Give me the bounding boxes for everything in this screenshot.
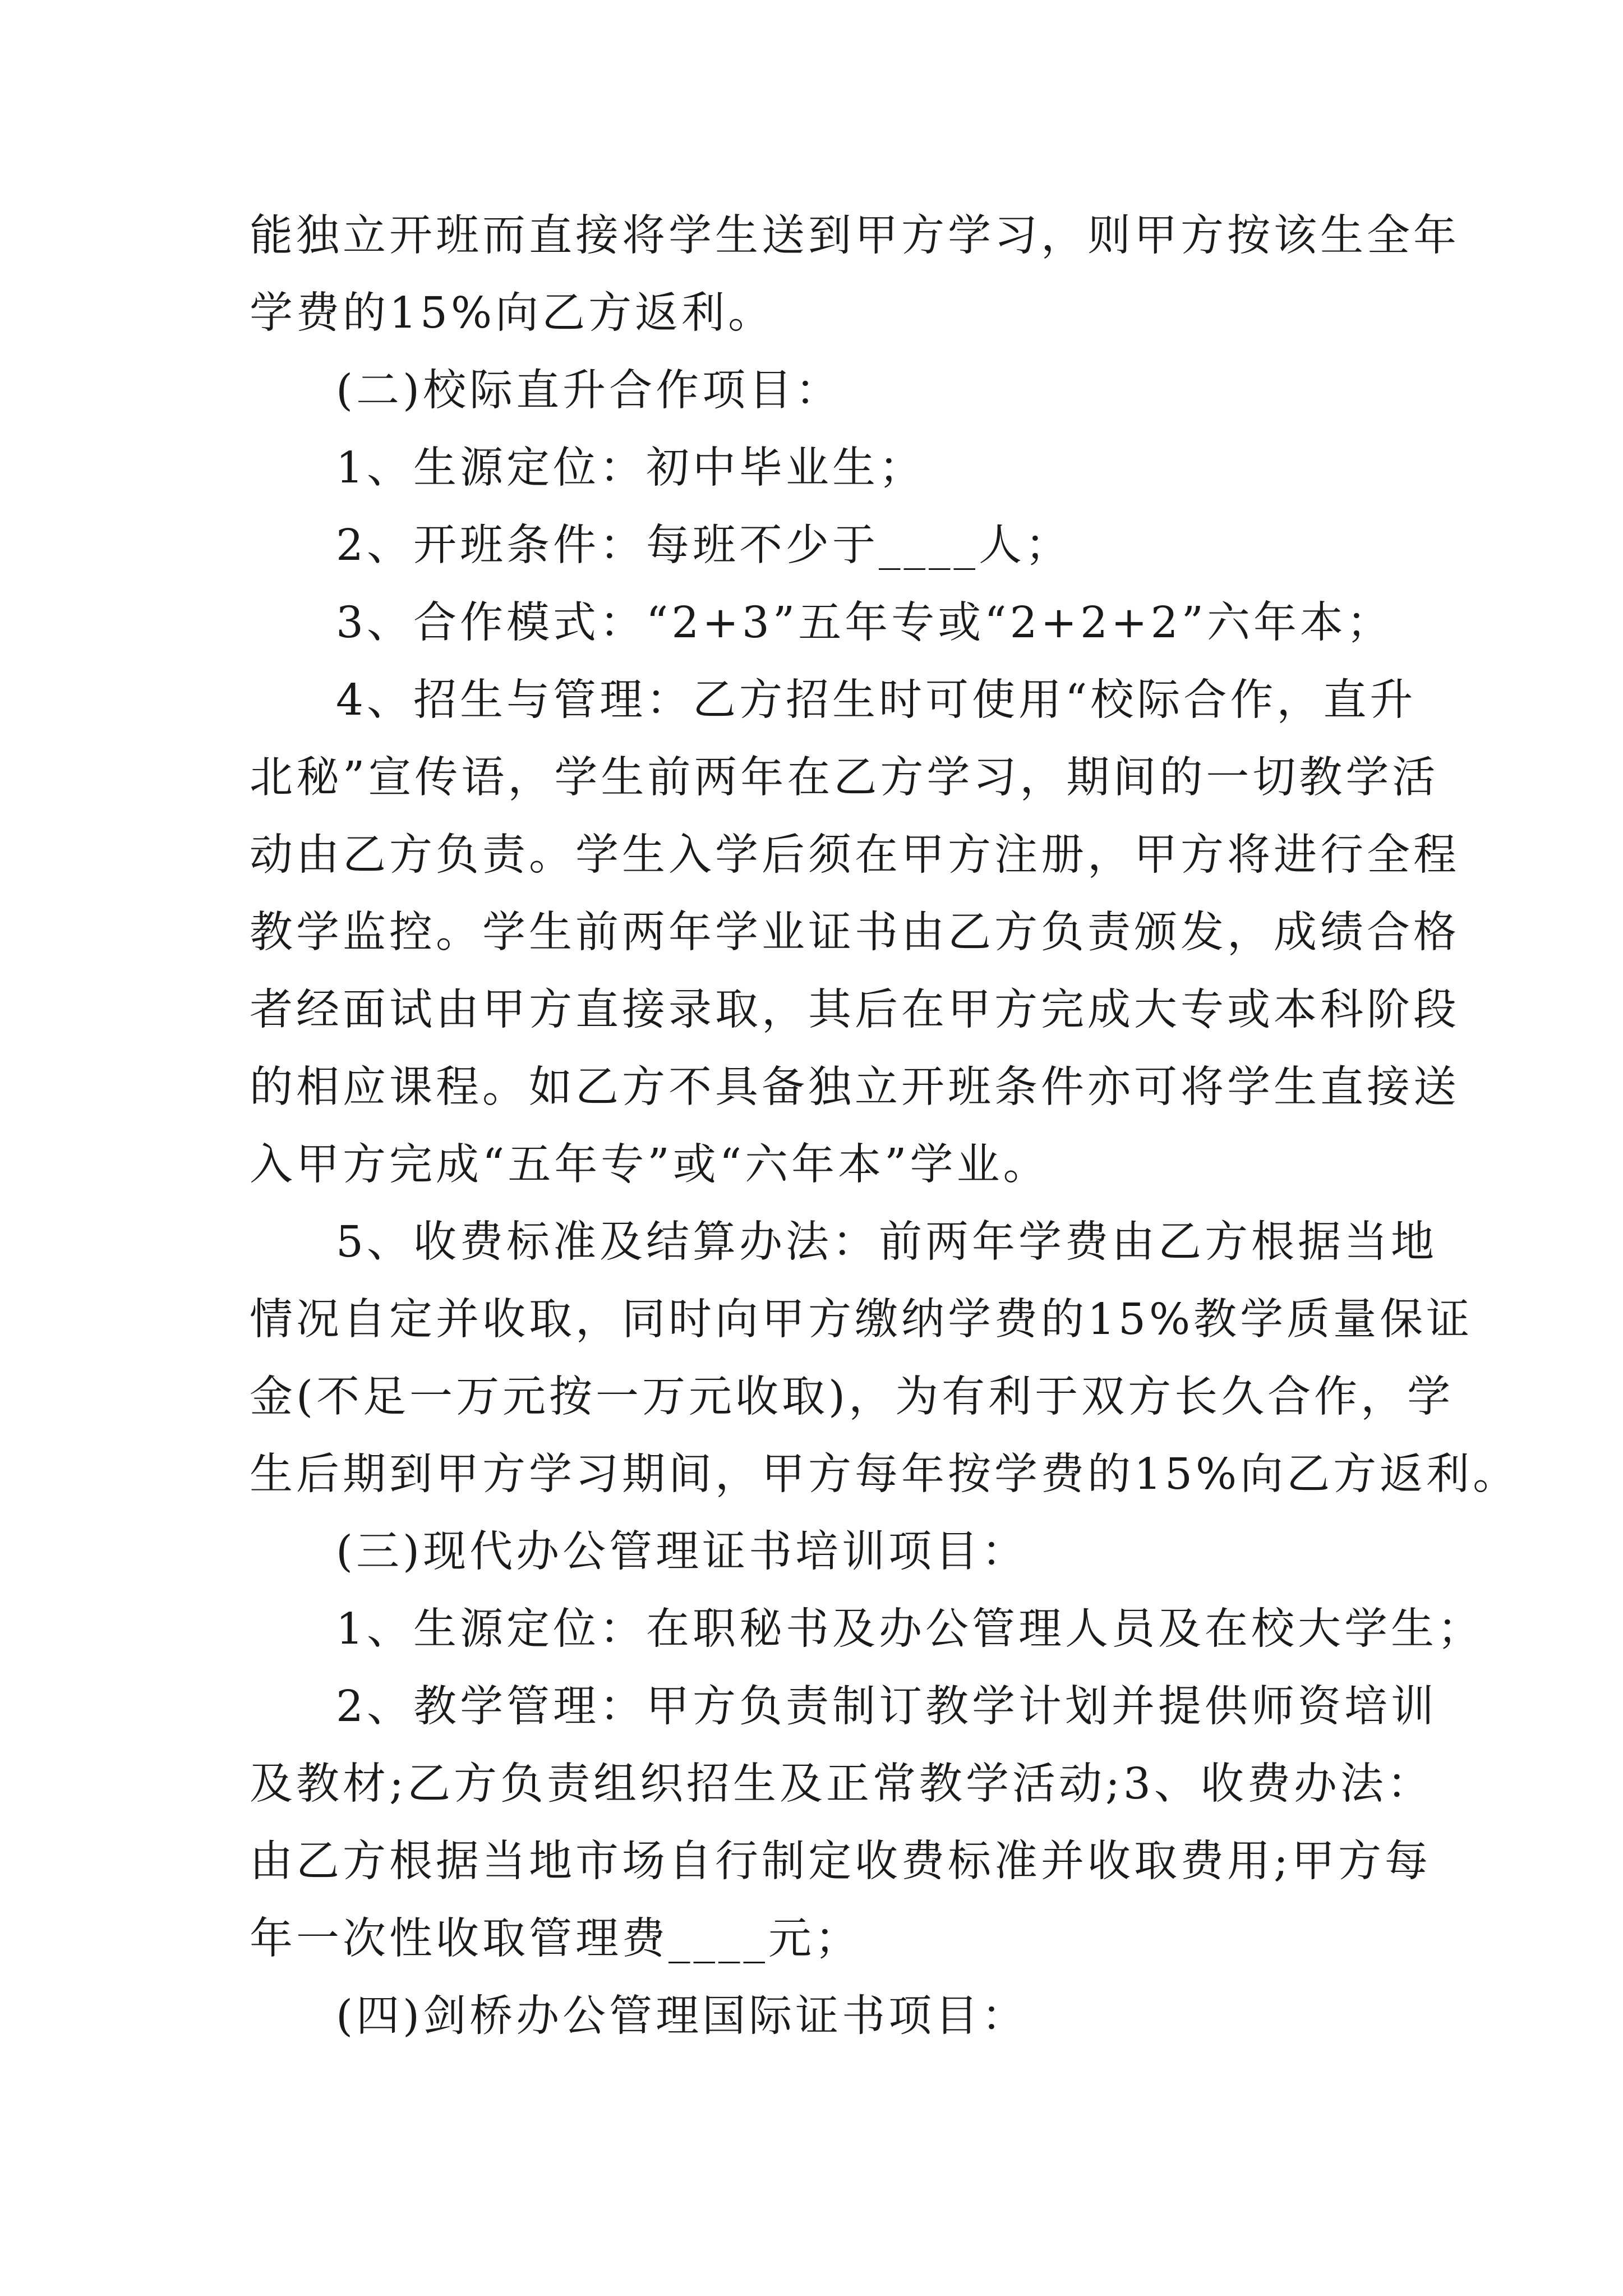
text-line: (二)校际直升合作项目： bbox=[336, 366, 842, 416]
text-line: 学费的15%向乙方返利。 bbox=[250, 288, 775, 338]
document-body bbox=[250, 197, 1520, 2055]
text-line: 3、合作模式：“2+3”五年专或“2+2+2”六年本； bbox=[336, 598, 1393, 648]
text-line: 动由乙方负责。学生入学后须在甲方注册，甲方将进行全程 bbox=[250, 830, 1460, 880]
text-line: (三)现代办公管理证书培训项目： bbox=[336, 1527, 1029, 1577]
text-line: 5、收费标准及结算办法：前两年学费由乙方根据当地 bbox=[336, 1217, 1437, 1267]
text-line: 者经面试由甲方直接录取，其后在甲方完成大专或本科阶段 bbox=[250, 985, 1460, 1035]
text-line: 情况自定并收取，同时向甲方缴纳学费的15%教学质量保证 bbox=[250, 1295, 1473, 1345]
text-line: 1、生源定位：初中毕业生； bbox=[336, 443, 925, 493]
text-line: 教学监控。学生前两年学业证书由乙方负责颁发，成绩合格 bbox=[250, 908, 1460, 958]
text-line: 北秘”宣传语，学生前两年在乙方学习，期间的一切教学活 bbox=[250, 753, 1439, 803]
text-line: (四)剑桥办公管理国际证书项目： bbox=[336, 1991, 1029, 2041]
text-line: 能独立开班而直接将学生送到甲方学习，则甲方按该生全年 bbox=[250, 211, 1460, 261]
text-line: 2、开班条件：每班不少于____人； bbox=[336, 521, 1072, 570]
text-line: 年一次性收取管理费____元； bbox=[250, 1914, 861, 1964]
text-line: 由乙方根据当地市场自行制定收费标准并收取费用;甲方每 bbox=[250, 1837, 1431, 1887]
text-line: 的相应课程。如乙方不具备独立开班条件亦可将学生直接送 bbox=[250, 1062, 1460, 1112]
text-line: 及教材;乙方负责组织招生及正常教学活动;3、收费办法： bbox=[250, 1759, 1433, 1809]
text-line: 金(不足一万元按一万元收取)，为有利于双方长久合作，学 bbox=[250, 1372, 1454, 1422]
text-line: 2、教学管理：甲方负责制订教学计划并提供师资培训 bbox=[336, 1682, 1437, 1732]
text-line: 1、生源定位：在职秘书及办公管理人员及在校大学生； bbox=[336, 1604, 1484, 1654]
text-line: 入甲方完成“五年专”或“六年本”学业。 bbox=[250, 1140, 1050, 1190]
text-line: 生后期到甲方学习期间，甲方每年按学费的15%向乙方返利。 bbox=[250, 1450, 1520, 1499]
text-line: 4、招生与管理：乙方招生时可使用“校际合作，直升 bbox=[336, 675, 1417, 725]
